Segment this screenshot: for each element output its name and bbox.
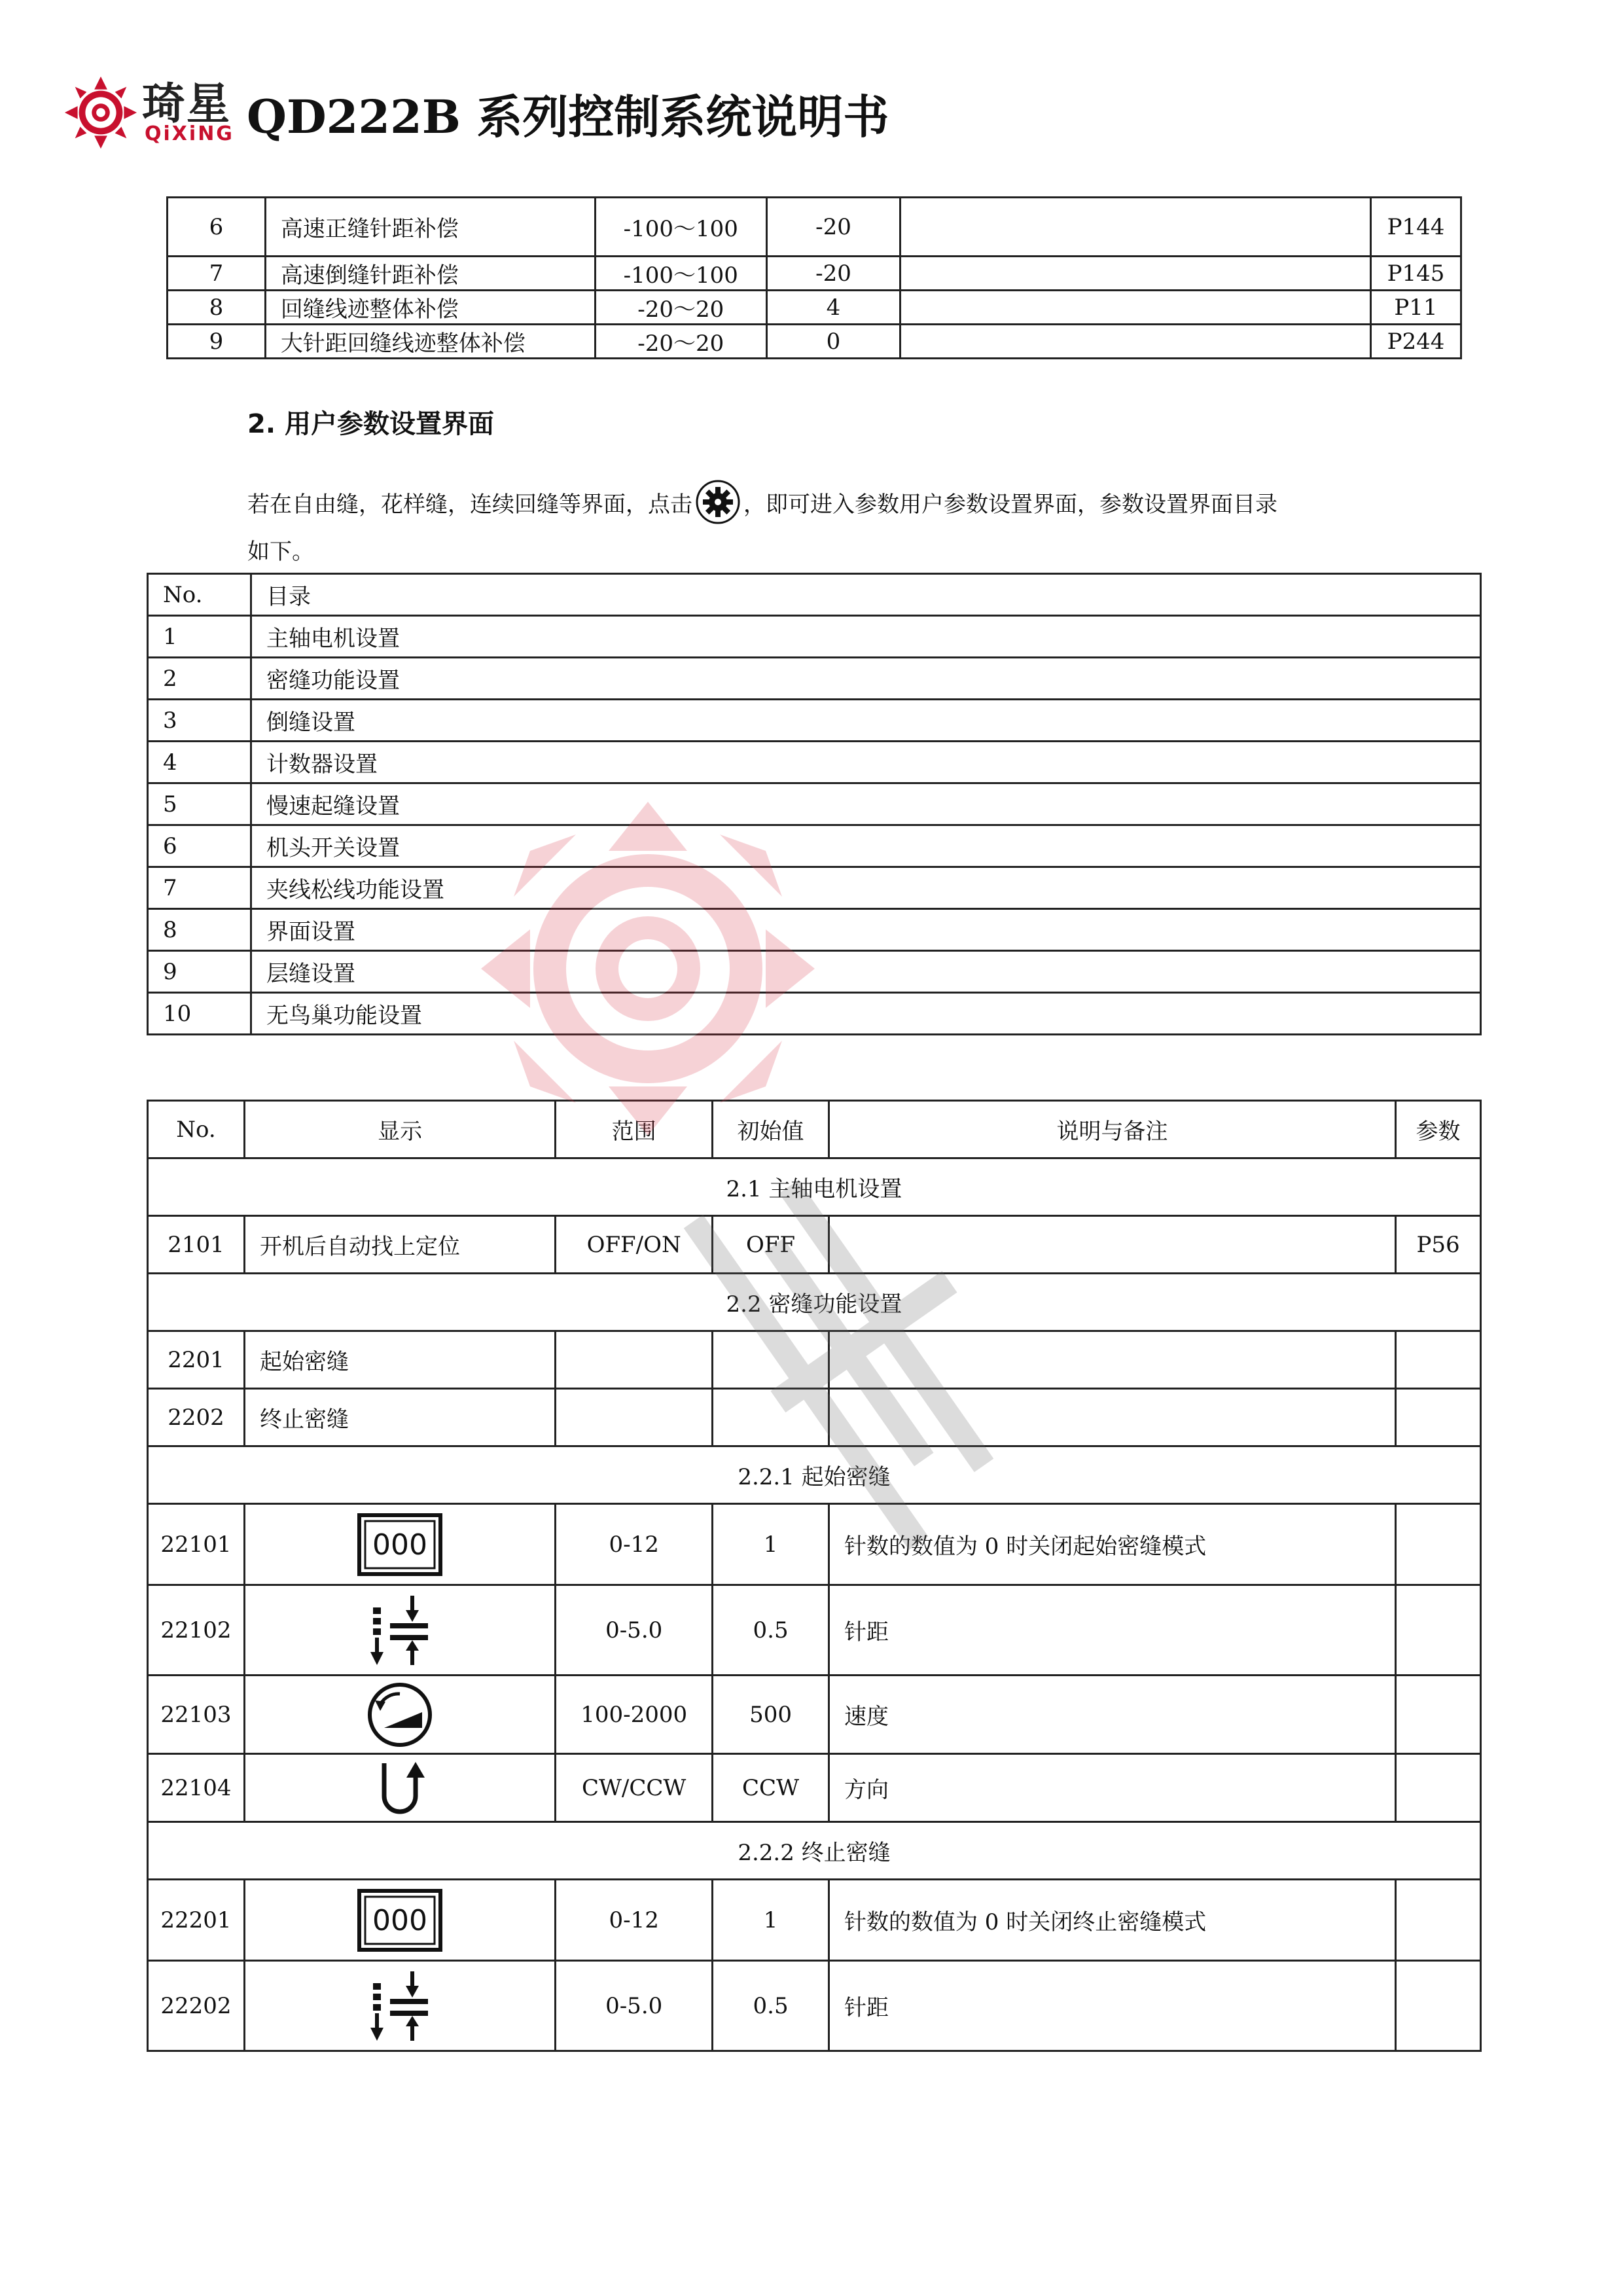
- table-row: [148, 1504, 1481, 1585]
- table-row: [148, 951, 1481, 993]
- section-row: [148, 1274, 1481, 1331]
- table-row: [168, 257, 1461, 291]
- section-row: [148, 1158, 1481, 1216]
- param-display: [244, 1585, 555, 1676]
- param-init: 0.5: [713, 1961, 829, 2051]
- row-no: 7: [168, 257, 266, 291]
- toc-title: 界面设置: [251, 909, 1481, 951]
- param-note: 针数的数值为 0 时关闭起始密缝模式: [829, 1504, 1395, 1585]
- section-title: 2.2.2 终止密缝: [148, 1822, 1481, 1880]
- row-no: 8: [168, 291, 266, 325]
- param-init: CCW: [713, 1754, 829, 1822]
- row-param: P145: [1370, 257, 1461, 291]
- param-no: 22201: [148, 1880, 245, 1961]
- param-note: [829, 1331, 1395, 1389]
- row-param: P11: [1370, 291, 1461, 325]
- row-note: [901, 291, 1371, 325]
- row-note: [901, 257, 1371, 291]
- param-display: [244, 1961, 555, 2051]
- param-display: 开机后自动找上定位: [244, 1216, 555, 1274]
- param-init: [713, 1389, 829, 1446]
- table-row: [148, 867, 1481, 909]
- param-init: 1: [713, 1880, 829, 1961]
- header-no: No.: [148, 1101, 245, 1158]
- param-note: 方向: [829, 1754, 1395, 1822]
- toc-no: 6: [148, 825, 251, 867]
- toc-no: 7: [148, 867, 251, 909]
- param-display: [244, 1504, 555, 1585]
- section-row: [148, 1822, 1481, 1880]
- stitch-length-icon: [370, 1594, 429, 1666]
- row-range: -20～20: [595, 325, 766, 359]
- param-note: 针距: [829, 1961, 1395, 2051]
- toc-no: 1: [148, 616, 251, 658]
- param-display: 终止密缝: [244, 1389, 555, 1446]
- param-no: 22103: [148, 1676, 245, 1754]
- param-range: OFF/ON: [556, 1216, 713, 1274]
- table-header-row: [148, 1101, 1481, 1158]
- header-title: 目录: [251, 574, 1481, 616]
- param-param: [1396, 1676, 1481, 1754]
- section-heading: 2. 用户参数设置界面: [247, 409, 494, 439]
- row-name: 大针距回缝线迹整体补偿: [265, 325, 595, 359]
- header-display: 显示: [244, 1101, 555, 1158]
- param-param: [1396, 1389, 1481, 1446]
- param-init: [713, 1331, 829, 1389]
- param-range: [556, 1331, 713, 1389]
- intro-paragraph-line2: 如下。: [247, 539, 314, 565]
- section-title: 2.2.1 起始密缝: [148, 1446, 1481, 1504]
- intro-paragraph: [247, 479, 1277, 525]
- section-title: 2.1 主轴电机设置: [148, 1158, 1481, 1216]
- toc-title: 计数器设置: [251, 742, 1481, 783]
- row-range: -100～100: [595, 257, 766, 291]
- row-name: 高速倒缝针距补偿: [265, 257, 595, 291]
- table-row: [148, 742, 1481, 783]
- row-init: 0: [766, 325, 901, 359]
- param-param: [1396, 1754, 1481, 1822]
- table-row: [148, 658, 1481, 700]
- table-row: [148, 1676, 1481, 1754]
- toc-no: 8: [148, 909, 251, 951]
- param-param: [1396, 1585, 1481, 1676]
- table-row: [168, 325, 1461, 359]
- table-row: [148, 1754, 1481, 1822]
- param-no: 2202: [148, 1389, 245, 1446]
- table-row: [168, 291, 1461, 325]
- toc-no: 2: [148, 658, 251, 700]
- row-range: -20～20: [595, 291, 766, 325]
- toc-title: 主轴电机设置: [251, 616, 1481, 658]
- toc-title: 机头开关设置: [251, 825, 1481, 867]
- param-note: 针数的数值为 0 时关闭终止密缝模式: [829, 1880, 1395, 1961]
- header-param: 参数: [1396, 1101, 1481, 1158]
- param-range: 0-5.0: [556, 1961, 713, 2051]
- stitch-count-icon: [357, 1513, 443, 1577]
- table-row: [148, 1961, 1481, 2051]
- toc-title: 慢速起缝设置: [251, 783, 1481, 825]
- row-init: -20: [766, 257, 901, 291]
- table-row: [148, 1585, 1481, 1676]
- table-row: [148, 909, 1481, 951]
- paragraph-text-after: ，即可进入参数用户参数设置界面，参数设置界面目录: [743, 492, 1277, 518]
- param-init: 1: [713, 1504, 829, 1585]
- param-note: [829, 1216, 1395, 1274]
- param-range: 0-12: [556, 1504, 713, 1585]
- table-row: [148, 825, 1481, 867]
- row-no: 6: [168, 198, 266, 257]
- table-row: [148, 700, 1481, 742]
- row-note: [901, 198, 1371, 257]
- toc-no: 5: [148, 783, 251, 825]
- param-no: 2201: [148, 1331, 245, 1389]
- row-no: 9: [168, 325, 266, 359]
- param-display: [244, 1880, 555, 1961]
- param-param: [1396, 1880, 1481, 1961]
- row-range: -100～100: [595, 198, 766, 257]
- table-row: [148, 1331, 1481, 1389]
- header-note: 说明与备注: [829, 1101, 1395, 1158]
- param-range: 100-2000: [556, 1676, 713, 1754]
- param-range: [556, 1389, 713, 1446]
- document-title: QD222B 系列控制系统说明书: [247, 90, 889, 144]
- toc-no: 9: [148, 951, 251, 993]
- header-no: No.: [148, 574, 251, 616]
- speed-dial-icon: [366, 1681, 434, 1749]
- row-init: -20: [766, 198, 901, 257]
- toc-title: 密缝功能设置: [251, 658, 1481, 700]
- toc-no: 4: [148, 742, 251, 783]
- stitch-count-icon-text: 000: [372, 1528, 428, 1562]
- param-no: 22101: [148, 1504, 245, 1585]
- param-init: 0.5: [713, 1585, 829, 1676]
- param-display: [244, 1754, 555, 1822]
- param-param: [1396, 1331, 1481, 1389]
- row-param: P144: [1370, 198, 1461, 257]
- param-display: [244, 1676, 555, 1754]
- param-no: 22202: [148, 1961, 245, 2051]
- param-range: CW/CCW: [556, 1754, 713, 1822]
- parameter-table: [147, 1100, 1482, 2052]
- param-param: P56: [1396, 1216, 1481, 1274]
- param-display: 起始密缝: [244, 1331, 555, 1389]
- param-init: OFF: [713, 1216, 829, 1274]
- toc-no: 10: [148, 993, 251, 1035]
- param-param: [1396, 1504, 1481, 1585]
- table-row: [148, 1880, 1481, 1961]
- paragraph-text-before: 若在自由缝，花样缝，连续回缝等界面，点击: [247, 492, 692, 518]
- direction-u-turn-icon: [375, 1758, 425, 1818]
- page-header: [62, 69, 1044, 151]
- row-note: [901, 325, 1371, 359]
- param-init: 500: [713, 1676, 829, 1754]
- param-no: 22104: [148, 1754, 245, 1822]
- gear-icon: [695, 479, 741, 525]
- qixing-logo-icon: [62, 74, 139, 151]
- toc-no: 3: [148, 700, 251, 742]
- section-title: 2.2 密缝功能设置: [148, 1274, 1481, 1331]
- row-name: 回缝线迹整体补偿: [265, 291, 595, 325]
- param-note: [829, 1389, 1395, 1446]
- logo-chinese-text: 琦星: [142, 79, 231, 129]
- table-row: [168, 198, 1461, 257]
- header-init: 初始值: [713, 1101, 829, 1158]
- compensation-table: [166, 196, 1462, 359]
- table-row: [148, 1389, 1481, 1446]
- stitch-count-icon-text: 000: [372, 1903, 428, 1937]
- param-range: 0-12: [556, 1880, 713, 1961]
- row-param: P244: [1370, 325, 1461, 359]
- table-row: [148, 1216, 1481, 1274]
- param-note: 针距: [829, 1585, 1395, 1676]
- param-no: 22102: [148, 1585, 245, 1676]
- table-header-row: [148, 574, 1481, 616]
- row-init: 4: [766, 291, 901, 325]
- param-note: 速度: [829, 1676, 1395, 1754]
- param-no: 2101: [148, 1216, 245, 1274]
- settings-directory-table: [147, 573, 1482, 1035]
- stitch-length-icon: [370, 1970, 429, 2042]
- stitch-count-icon: [357, 1888, 443, 1952]
- toc-title: 层缝设置: [251, 951, 1481, 993]
- toc-title: 无鸟巢功能设置: [251, 993, 1481, 1035]
- param-range: 0-5.0: [556, 1585, 713, 1676]
- toc-title: 夹线松线功能设置: [251, 867, 1481, 909]
- logo-english-text: QiXiNG: [145, 122, 234, 145]
- table-row: [148, 616, 1481, 658]
- header-range: 范围: [556, 1101, 713, 1158]
- section-row: [148, 1446, 1481, 1504]
- param-param: [1396, 1961, 1481, 2051]
- table-row: [148, 783, 1481, 825]
- toc-title: 倒缝设置: [251, 700, 1481, 742]
- table-row: [148, 993, 1481, 1035]
- row-name: 高速正缝针距补偿: [265, 198, 595, 257]
